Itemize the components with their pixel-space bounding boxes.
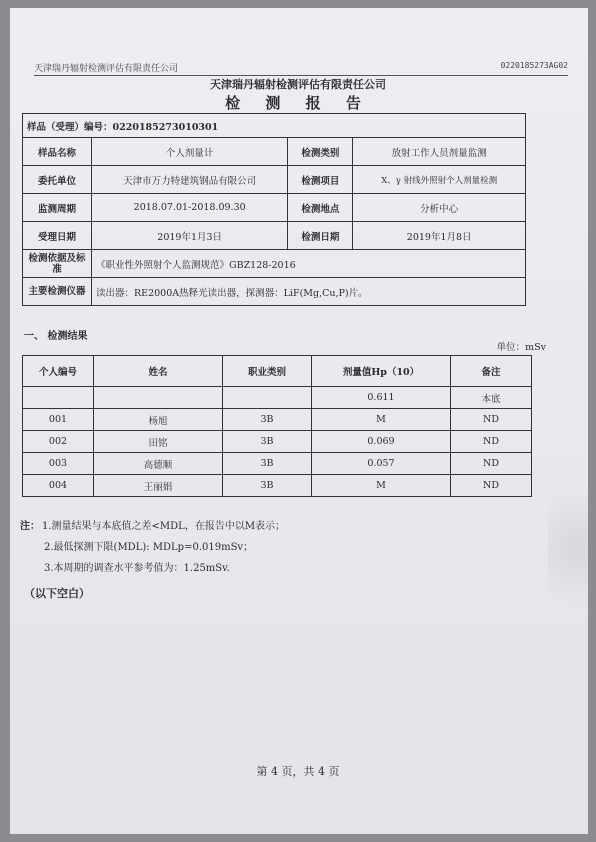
page-header [34, 61, 568, 76]
label-test-basis: 检测依据及标准 [23, 250, 92, 278]
page-shadow [548, 468, 588, 628]
label-sample-name: 样品名称 [23, 138, 92, 166]
page-number: 第 4 页，共 4 页 [256, 765, 340, 778]
value-client: 天津市万力特建筑钢品有限公司 [92, 166, 288, 194]
value-test-basis: 《职业性外照射个人监测规范》GBZ128-2016 [92, 250, 526, 278]
cell-dose: 0.057 [312, 453, 451, 475]
cell-remark: ND [451, 409, 532, 431]
cell-id [23, 387, 94, 409]
label-test-location: 检测地点 [288, 194, 353, 222]
label-test-date: 检测日期 [288, 222, 353, 250]
sample-number: 样品（受理）编号：0220185273010301 [23, 114, 526, 138]
col-header-remark: 备注 [451, 356, 532, 387]
col-header-id: 个人编号 [23, 356, 94, 387]
cell-dose: 0.611 [312, 387, 451, 409]
value-test-location: 分析中心 [353, 194, 526, 222]
value-sample-name: 个人剂量计 [92, 138, 288, 166]
blank-below-marker: （以下空白） [24, 587, 90, 600]
cell-id: 001 [23, 409, 94, 431]
table-row [23, 387, 532, 409]
label-client: 委托单位 [23, 166, 92, 194]
cell-id: 004 [23, 475, 94, 497]
notes-label: 注： [20, 521, 40, 532]
notes [20, 516, 285, 579]
cell-category: 3B [223, 431, 312, 453]
cell-remark: ND [451, 453, 532, 475]
label-instrument: 主要检测仪器 [23, 278, 92, 306]
value-receipt-date: 2019年1月3日 [92, 222, 288, 250]
value-instrument: 读出器：RE2000A热释光读出器，探测器：LiF(Mg,Cu,P)片。 [92, 278, 526, 306]
cell-category: 3B [223, 409, 312, 431]
header-company: 天津瑞丹辐射检测评估有限责任公司 [34, 64, 179, 74]
section-heading: 一、 检测结果 [24, 331, 88, 342]
unit-label: 单位：mSv [496, 342, 546, 353]
table-row [23, 409, 532, 431]
label-monitoring-period: 监测周期 [23, 194, 92, 222]
cell-id: 003 [23, 453, 94, 475]
report-title: 检 测 报 告 [225, 94, 371, 112]
organization-name: 天津瑞丹辐射检测评估有限责任公司 [210, 78, 386, 91]
cell-name: 田铭 [94, 431, 223, 453]
label-test-item: 检测项目 [288, 166, 353, 194]
value-test-date: 2019年1月8日 [353, 222, 526, 250]
cell-remark: ND [451, 475, 532, 497]
cell-dose: 0.069 [312, 431, 451, 453]
note-3: 3.本周期的调查水平参考值为：1.25mSv. [44, 563, 230, 574]
col-header-name: 姓名 [94, 356, 223, 387]
table-row [23, 475, 532, 497]
value-monitoring-period: 2018.07.01-2018.09.30 [92, 194, 288, 222]
results-table [22, 355, 532, 497]
col-header-dose: 剂量值Hp（10） [312, 356, 451, 387]
sample-info-table [22, 113, 526, 306]
label-test-category: 检测类别 [288, 138, 353, 166]
cell-category [223, 387, 312, 409]
table-row [23, 431, 532, 453]
cell-name: 王丽娟 [94, 475, 223, 497]
cell-remark: ND [451, 431, 532, 453]
cell-id: 002 [23, 431, 94, 453]
value-test-item: X、γ 射线外照射个人剂量检测 [353, 166, 526, 194]
col-header-category: 职业类别 [223, 356, 312, 387]
cell-name: 高德顺 [94, 453, 223, 475]
label-receipt-date: 受理日期 [23, 222, 92, 250]
cell-category: 3B [223, 453, 312, 475]
note-1: 1.测量结果与本底值之差<MDL，在报告中以M表示； [42, 521, 286, 532]
table-row [23, 453, 532, 475]
cell-dose: M [312, 409, 451, 431]
cell-name [94, 387, 223, 409]
cell-remark: 本底 [451, 387, 532, 409]
cell-name: 杨旭 [94, 409, 223, 431]
cell-category: 3B [223, 475, 312, 497]
value-test-category: 放射工作人员剂量监测 [353, 138, 526, 166]
cell-dose: M [312, 475, 451, 497]
note-2: 2.最低探测下限(MDL): MDLp=0.019mSv； [44, 542, 254, 553]
header-code: 0220185273AG02 [500, 61, 568, 70]
